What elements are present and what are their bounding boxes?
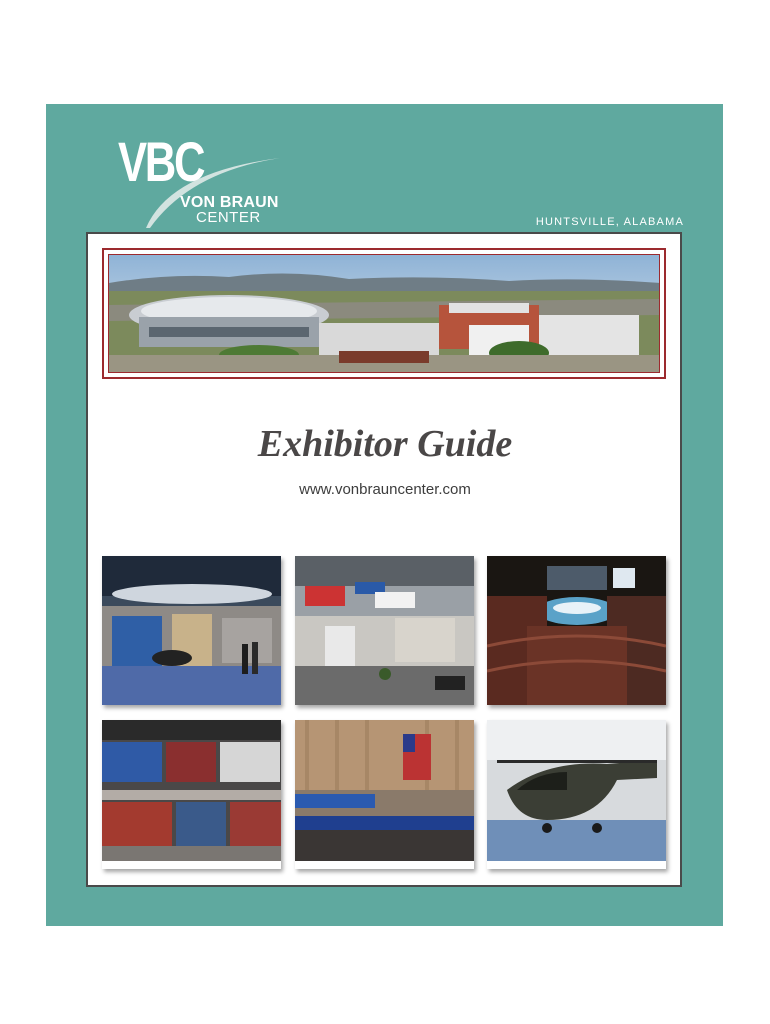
- logo-name-line1: VON BRAUN: [180, 194, 279, 211]
- helicopter-display-photo: [487, 720, 666, 869]
- hero-aerial-photo: [108, 254, 660, 373]
- website-url: www.vonbrauncenter.com: [299, 481, 471, 498]
- trade-show-floor-photo: [295, 556, 474, 705]
- logo-initials: VBC: [118, 130, 204, 193]
- logo-name-line2: CENTER: [196, 209, 261, 226]
- aerial-campus-illustration: [109, 255, 660, 373]
- hero-photo-frame: [102, 248, 666, 379]
- location-label: HUNTSVILLE, ALABAMA: [535, 216, 684, 228]
- vbc-logo: [118, 130, 288, 228]
- page-title: Exhibitor Guide: [257, 423, 513, 465]
- exhibit-booths-photo: [102, 556, 281, 705]
- ballroom-stage-photo: [295, 720, 474, 869]
- booth-rows-photo: [102, 720, 281, 869]
- arena-crowd-photo: [487, 556, 666, 705]
